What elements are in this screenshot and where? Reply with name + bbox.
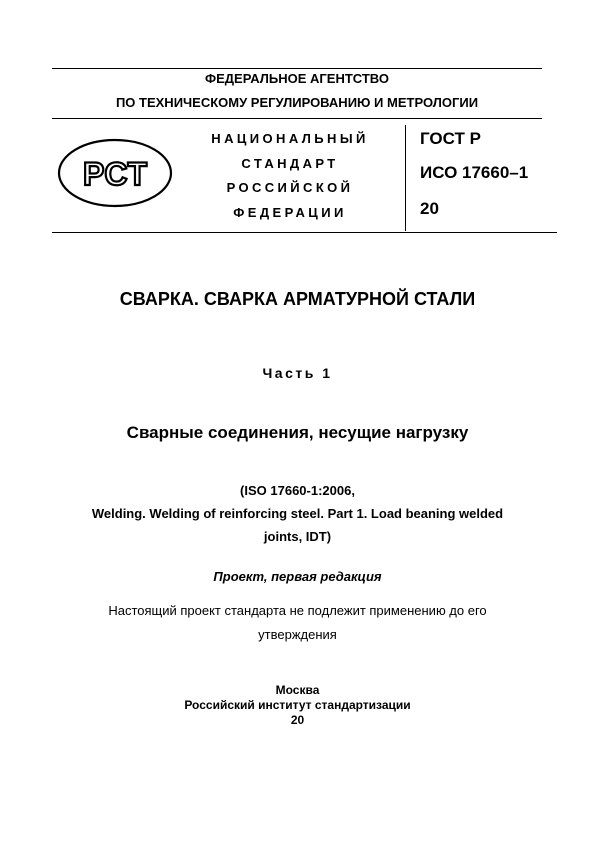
iso-reference-line-1: (ISO 17660-1:2006,	[240, 483, 355, 498]
rst-certification-logo-icon	[56, 137, 174, 209]
document-title: СВАРКА. СВАРКА АРМАТУРНОЙ СТАЛИ	[119, 289, 476, 309]
designation-line-1: ГОСТ Р	[420, 129, 481, 148]
iso-reference-line-3: joints, IDT)	[263, 529, 332, 544]
draft-note-line-2: утверждения	[258, 627, 337, 642]
standard-line-2: СТАНДАРТ	[241, 156, 339, 171]
header-rule	[52, 118, 542, 119]
document-subtitle: Сварные соединения, несущие нагрузку	[126, 423, 469, 442]
logo-text: PCT	[83, 156, 147, 192]
part-label: Часть 1	[262, 365, 333, 381]
iso-reference-line-2: Welding. Welding of reinforcing steel. Part 1. Load beaning welded	[91, 506, 504, 521]
footer-city: Москва	[275, 683, 320, 697]
standard-line-4: ФЕДЕРАЦИИ	[233, 205, 347, 220]
header-divider	[405, 125, 406, 231]
header-bottom-rule	[52, 232, 557, 233]
draft-note-line-1: Настоящий проект стандарта не подлежит применению до его	[108, 603, 487, 618]
top-rule	[52, 68, 542, 69]
footer-institute: Российский институт стандартизации	[184, 698, 411, 712]
footer-year: 20	[290, 713, 305, 727]
standard-line-1: НАЦИОНАЛЬНЫЙ	[211, 131, 369, 146]
designation-line-2: ИСО 17660–1	[420, 163, 529, 182]
designation-line-3: 20	[420, 199, 439, 218]
agency-line-2: ПО ТЕХНИЧЕСКОМУ РЕГУЛИРОВАНИЮ И МЕТРОЛОГИИ	[115, 95, 479, 110]
agency-line-1: ФЕДЕРАЛЬНОЕ АГЕНТСТВО	[205, 71, 389, 86]
standard-line-3: РОССИЙСКОЙ	[226, 180, 354, 195]
draft-label: Проект, первая редакция	[213, 569, 382, 584]
